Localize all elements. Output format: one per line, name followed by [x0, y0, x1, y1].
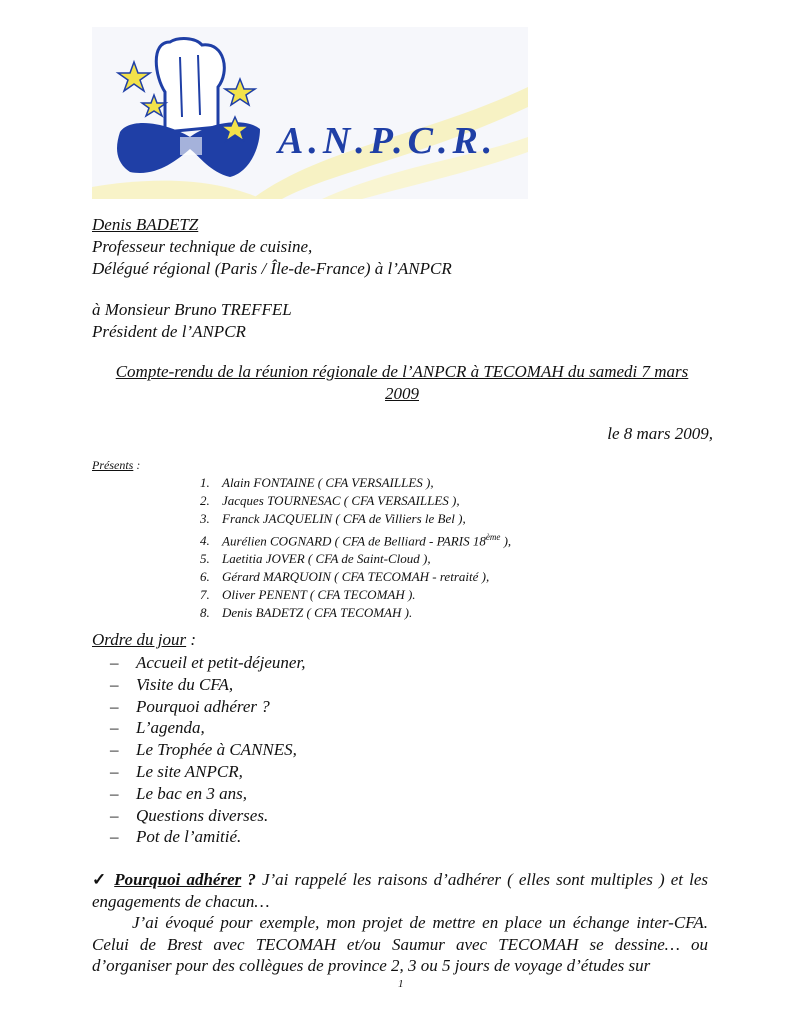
dash-bullet: – — [110, 674, 119, 694]
sender-name: Denis BADETZ — [92, 215, 199, 234]
list-item-text: Oliver PENENT ( CFA TECOMAH ). — [222, 587, 416, 603]
sender-title: Professeur technique de cuisine, — [92, 237, 313, 256]
list-item-text: Alain FONTAINE ( CFA VERSAILLES ), — [222, 475, 434, 490]
list-item-number: 3. — [200, 511, 210, 526]
dash-bullet: – — [110, 653, 119, 672]
letter-date: le 8 mars 2009, — [607, 424, 713, 443]
checkmark-icon: ✓ — [92, 870, 109, 889]
list-item — [200, 474, 511, 492]
list-item — [110, 783, 305, 805]
body-paragraph-2: J’ai évoqué pour exemple, mon projet de mettre en place un échange inter-CFA. Celui de Brest avec TECOMAH et/ou Saumur avec TECOMAH se dessine… ou d’organiser pour des collègues de province 2, 3 ou 5 jours de voyage d’études sur — [92, 913, 708, 975]
sender-role: Délégué régional (Paris / Île-de-France) à l’ANPCR — [92, 259, 452, 278]
body-paragraph-1 — [92, 869, 708, 912]
list-item-tail: ), — [500, 533, 512, 549]
list-item — [110, 717, 305, 739]
sender-block — [92, 214, 452, 280]
list-item-text: Accueil et petit-déjeuner, — [136, 653, 306, 672]
list-item-text: Jacques TOURNESAC ( CFA VERSAILLES ), — [222, 493, 460, 508]
page-number: 1 — [398, 978, 404, 990]
list-item — [110, 805, 305, 827]
brand-name: A.N.P.C.R. — [278, 120, 498, 162]
list-item-text: Pot de l’amitié. — [136, 827, 242, 847]
list-item — [110, 652, 305, 674]
list-item-text: L’agenda, — [136, 718, 205, 738]
body-text-1: J’ai rappelé les raisons d’adhérer ( elles sont multiples ) et les engagements de chacun… — [92, 870, 709, 911]
list-item — [110, 761, 305, 783]
list-item-number: 4. — [200, 533, 210, 549]
letterhead — [92, 27, 528, 199]
list-item — [110, 696, 305, 718]
dash-bullet: – — [110, 827, 119, 847]
list-item — [110, 826, 305, 848]
list-item — [200, 604, 511, 622]
presents-label — [92, 458, 140, 473]
list-item — [200, 550, 511, 568]
list-item — [110, 674, 305, 696]
list-item-number: 8. — [200, 605, 210, 621]
list-item — [200, 492, 511, 510]
list-item-text: Questions diverses. — [136, 805, 269, 825]
recipient-block — [92, 299, 292, 343]
list-item-text: Le site ANPCR, — [136, 761, 243, 781]
list-item-number: 2. — [200, 493, 210, 508]
body-section — [92, 869, 708, 977]
presents-label-colon: : — [133, 458, 141, 472]
agenda-title-colon: : — [186, 630, 197, 649]
list-item — [200, 586, 511, 604]
list-item-text: Denis BADETZ ( CFA TECOMAH ). — [222, 605, 413, 621]
agenda-title — [92, 630, 196, 650]
dash-bullet: – — [110, 740, 119, 760]
dash-bullet: – — [110, 718, 119, 738]
list-item — [200, 528, 511, 550]
list-item-text: Le bac en 3 ans, — [136, 783, 247, 803]
dash-bullet: – — [110, 696, 119, 716]
list-item — [110, 739, 305, 761]
subject-line-1: Compte-rendu de la réunion régionale de l’ANPCR à TECOMAH du samedi 7 mars — [115, 362, 689, 381]
list-item-number: 7. — [200, 587, 210, 603]
list-item-text: Laetitia JOVER ( CFA de Saint-Cloud ), — [222, 551, 431, 567]
dash-bullet: – — [110, 783, 119, 803]
list-item-text: Visite du CFA, — [136, 674, 234, 694]
agenda-list — [110, 652, 305, 848]
list-item-text: Franck JACQUELIN ( CFA de Villiers le Bel ), — [222, 511, 466, 526]
dash-bullet: – — [110, 805, 119, 825]
list-item-text: Le Trophée à CANNES, — [136, 740, 297, 760]
list-item-superscript: ème — [485, 532, 501, 542]
list-item-number: 5. — [200, 551, 210, 567]
presents-label-text: Présents — [92, 458, 134, 472]
section-heading-mark: ? — [241, 870, 256, 889]
list-item — [200, 510, 511, 528]
list-item-number: 6. — [200, 569, 210, 585]
presents-list — [200, 474, 511, 622]
list-item-text: Pourquoi adhérer ? — [136, 696, 270, 716]
recipient-title: Président de l’ANPCR — [92, 322, 246, 341]
section-heading: Pourquoi adhérer — [114, 870, 242, 889]
chef-hat-logo-icon — [110, 37, 280, 187]
list-item-text: Aurélien COGNARD ( CFA de Belliard - PARIS 18 — [222, 533, 486, 549]
subject-line-2: 2009 — [385, 384, 419, 403]
list-item — [200, 568, 511, 586]
dash-bullet: – — [110, 761, 119, 781]
agenda-title-text: Ordre du jour — [92, 630, 187, 649]
recipient-name: à Monsieur Bruno TREFFEL — [92, 300, 292, 319]
subject-heading — [92, 361, 712, 405]
list-item-text: Gérard MARQUOIN ( CFA TECOMAH - retraité ), — [222, 569, 490, 585]
list-item-number: 1. — [200, 475, 210, 490]
